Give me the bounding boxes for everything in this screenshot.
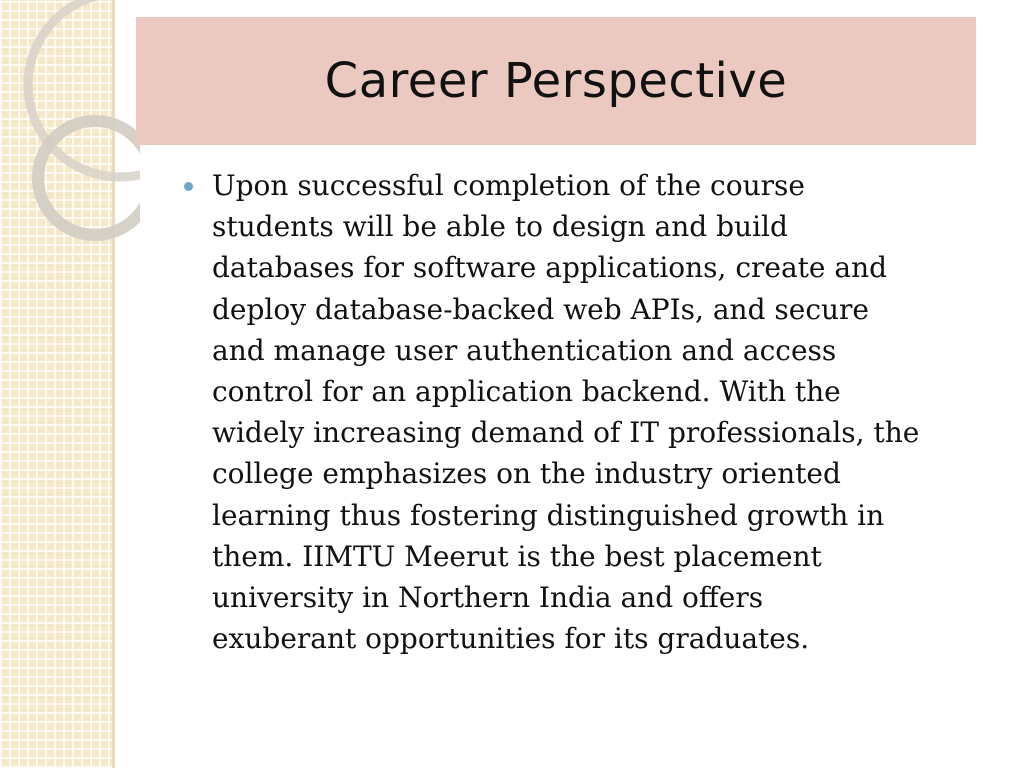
bullet-line: databases for software applications, create and bbox=[212, 251, 888, 285]
slide-title: Career Perspective bbox=[324, 53, 788, 109]
title-box bbox=[136, 17, 976, 145]
bullet-dot-icon bbox=[184, 182, 193, 191]
bullet-line: them. IIMTU Meerut is the best placement bbox=[212, 539, 822, 573]
bullet-line: college emphasizes on the industry oriented bbox=[212, 457, 841, 491]
content-body bbox=[184, 165, 994, 659]
bullet-line: widely increasing demand of IT professionals, the bbox=[212, 416, 920, 450]
decorative-rings bbox=[0, 0, 140, 260]
bullet-line: Upon successful completion of the course bbox=[212, 169, 805, 202]
bullet-line: control for an application backend. With the bbox=[212, 375, 841, 409]
bullet-line: university in Northern India and offers bbox=[212, 581, 764, 615]
bullet-item bbox=[184, 165, 994, 659]
bullet-line: students will be able to design and build bbox=[212, 210, 788, 244]
bullet-text bbox=[212, 165, 994, 659]
bullet-line: learning thus fostering distinguished growth in bbox=[212, 498, 885, 532]
bullet-line: deploy database-backed web APIs, and secure bbox=[212, 292, 870, 326]
bullet-line: exuberant opportunities for its graduates. bbox=[212, 622, 810, 656]
bullet-line: and manage user authentication and access bbox=[212, 333, 837, 367]
